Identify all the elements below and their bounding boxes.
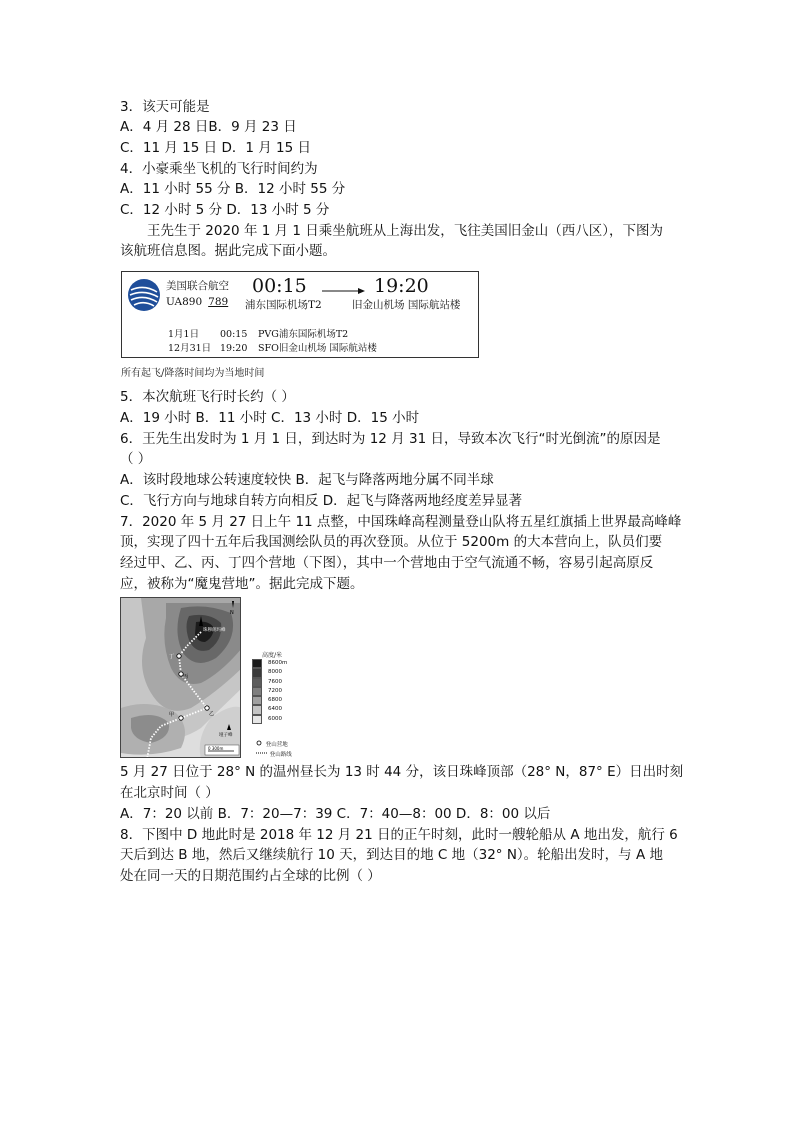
question-7-line2: 顶，实现了四十五年后我国测绘队员的再次登顶。从位于 5200m 的大本营向上，队员们要 [120, 534, 663, 550]
arrival-airport: 旧金山机场 国际航站楼 [352, 299, 461, 311]
question-5-options: A．19 小时 B．11 小时 C．13 小时 D．15 小时 [120, 410, 420, 426]
flight-number [166, 296, 228, 308]
question-3: 3．该天可能是 [120, 99, 210, 115]
airline-name: 美国联合航空 [166, 280, 229, 292]
question-7-line5: 5 月 27 日位于 28° N 的温州昼长为 13 时 44 分，该日珠峰顶部（28° N，87° E）日出时刻 [120, 764, 684, 780]
everest-contour-map [120, 597, 241, 758]
flight-code: UA890 [166, 296, 203, 308]
arrow-right-icon [322, 286, 366, 296]
flight-info-card [121, 271, 479, 358]
question-5: 5．本次航班飞行时长约（ ） [120, 389, 295, 405]
legend-swatch [252, 678, 262, 687]
question-8-line1: 8．下图中 D 地此时是 2018 年 12 月 21 日的正午时刻，此时一艘轮船从 A 地出发，航行 6 [120, 827, 678, 843]
flight-card-note: 所有起飞/降落时间均为当地时间 [121, 368, 265, 379]
question-4-options-cd: C．12 小时 5 分 D．13 小时 5 分 [120, 202, 330, 218]
question-3-options-ab: A．4 月 28 日B．9 月 23 日 [120, 119, 297, 135]
legend-item [252, 668, 302, 677]
north-label: N [230, 610, 234, 616]
legend-route-key [256, 750, 292, 758]
question-8-line3: 处在同一天的日期范围约占全球的比例（ ） [120, 868, 381, 884]
schedule-date: 1月1日 [168, 329, 200, 340]
question-4: 4．小豪乘坐飞机的飞行时间约为 [120, 161, 318, 177]
question-7-line1: 7．2020 年 5 月 27 日上午 11 点整，中国珠峰高程测量登山队将五星红旗插上世界最高峰峰 [120, 514, 682, 530]
camp-bing-label: 丙 [183, 674, 189, 680]
schedule-date: 12月31日 [168, 343, 212, 354]
schedule-row-arrival [168, 340, 377, 354]
route-line-icon [256, 750, 268, 756]
schedule-row-departure [168, 326, 348, 340]
camp-key-label: 登山营地 [265, 742, 288, 748]
question-6-options-ab: A．该时段地球公转速度较快 B．起飞与降落两地分属不同半球 [120, 472, 494, 488]
departure-time: 00:15 [252, 275, 307, 297]
legend-swatch [252, 705, 262, 714]
question-7-line3: 经过甲、乙、丙、丁四个营地（下图），其中一个营地由于空气流通不畅，容易引起高原反 [120, 555, 654, 571]
question-6-line2: （ ） [120, 451, 152, 467]
legend-swatch [252, 659, 262, 668]
question-7-line4: 应，被称为“魔鬼营地”。据此完成下题。 [120, 576, 364, 592]
passage-intro-line1: 王先生于 2020 年 1 月 1 日乘坐航班从上海出发，飞往美国旧金山（西八区），下图为 [147, 223, 664, 239]
legend-label: 8600m [268, 660, 288, 666]
scale-label: 0 300m [208, 746, 224, 751]
passage-intro-line2: 该航班信息图。据此完成下面小题。 [120, 243, 336, 259]
question-4-options-ab: A．11 小时 55 分 B．12 小时 55 分 [120, 181, 346, 197]
legend-item [252, 687, 302, 696]
camp-yi-label: 乙 [209, 711, 215, 717]
legend-label: 7600 [268, 678, 282, 685]
arrival-time: 19:20 [374, 275, 429, 297]
legend-label: 8000 [268, 669, 282, 676]
legend-swatch [252, 696, 262, 705]
departure-airport: 浦东国际机场T2 [245, 299, 322, 311]
camp-ding-label: 丁 [169, 654, 175, 660]
peak-label: 珠穆朗玛峰 [203, 628, 226, 633]
schedule-place: PVG浦东国际机场T2 [258, 329, 349, 340]
question-7-options: A．7：20 以前 B．7：20—7：39 C．7：40—8：00 D．8：00 以后 [120, 806, 551, 822]
question-8-line2: 天后到达 B 地，然后又继续航行 10 天，到达目的地 C 地（32° N）。轮船出发时，与 A 地 [120, 847, 663, 863]
camp-marker-icon [256, 740, 264, 746]
camp-jia-label: 甲 [169, 712, 175, 718]
legend-swatch [252, 715, 262, 724]
question-3-options-cd: C．11 月 15 日 D．1 月 15 日 [120, 140, 311, 156]
legend-item [252, 715, 302, 724]
legend-label: 6400 [268, 706, 282, 713]
elevation-legend [252, 650, 302, 724]
legend-camp-key [256, 740, 288, 748]
schedule-time: 19:20 [220, 343, 248, 354]
question-6-line1: 6．王先生出发时为 1 月 1 日，到达时为 12 月 31 日，导致本次飞行“时光倒流”的原因是 [120, 431, 661, 447]
contour-map-graphic [121, 598, 241, 758]
legend-label: 6000 [268, 715, 282, 722]
schedule-place: SFO旧金山机场 国际航站楼 [258, 343, 377, 354]
legend-label: 6800 [268, 697, 282, 704]
question-7-line6: 在北京时间（ ） [120, 785, 219, 801]
route-key-label: 登山路线 [269, 752, 292, 758]
legend-item [252, 696, 302, 705]
legend-title: 高度/米 [262, 652, 283, 659]
legend-item [252, 705, 302, 714]
question-6-options-cd: C．飞行方向与地球自转方向相反 D．起飞与降落两地经度差异显著 [120, 493, 523, 509]
united-airlines-globe-icon [127, 278, 161, 312]
cliff-label: 垭子峰 [219, 733, 233, 738]
legend-label: 7200 [268, 687, 282, 694]
legend-swatch [252, 668, 262, 677]
legend-item [252, 678, 302, 687]
aircraft-type: 789 [208, 296, 229, 308]
legend-swatch [252, 687, 262, 696]
legend-item [252, 659, 302, 668]
schedule-time: 00:15 [220, 329, 248, 340]
